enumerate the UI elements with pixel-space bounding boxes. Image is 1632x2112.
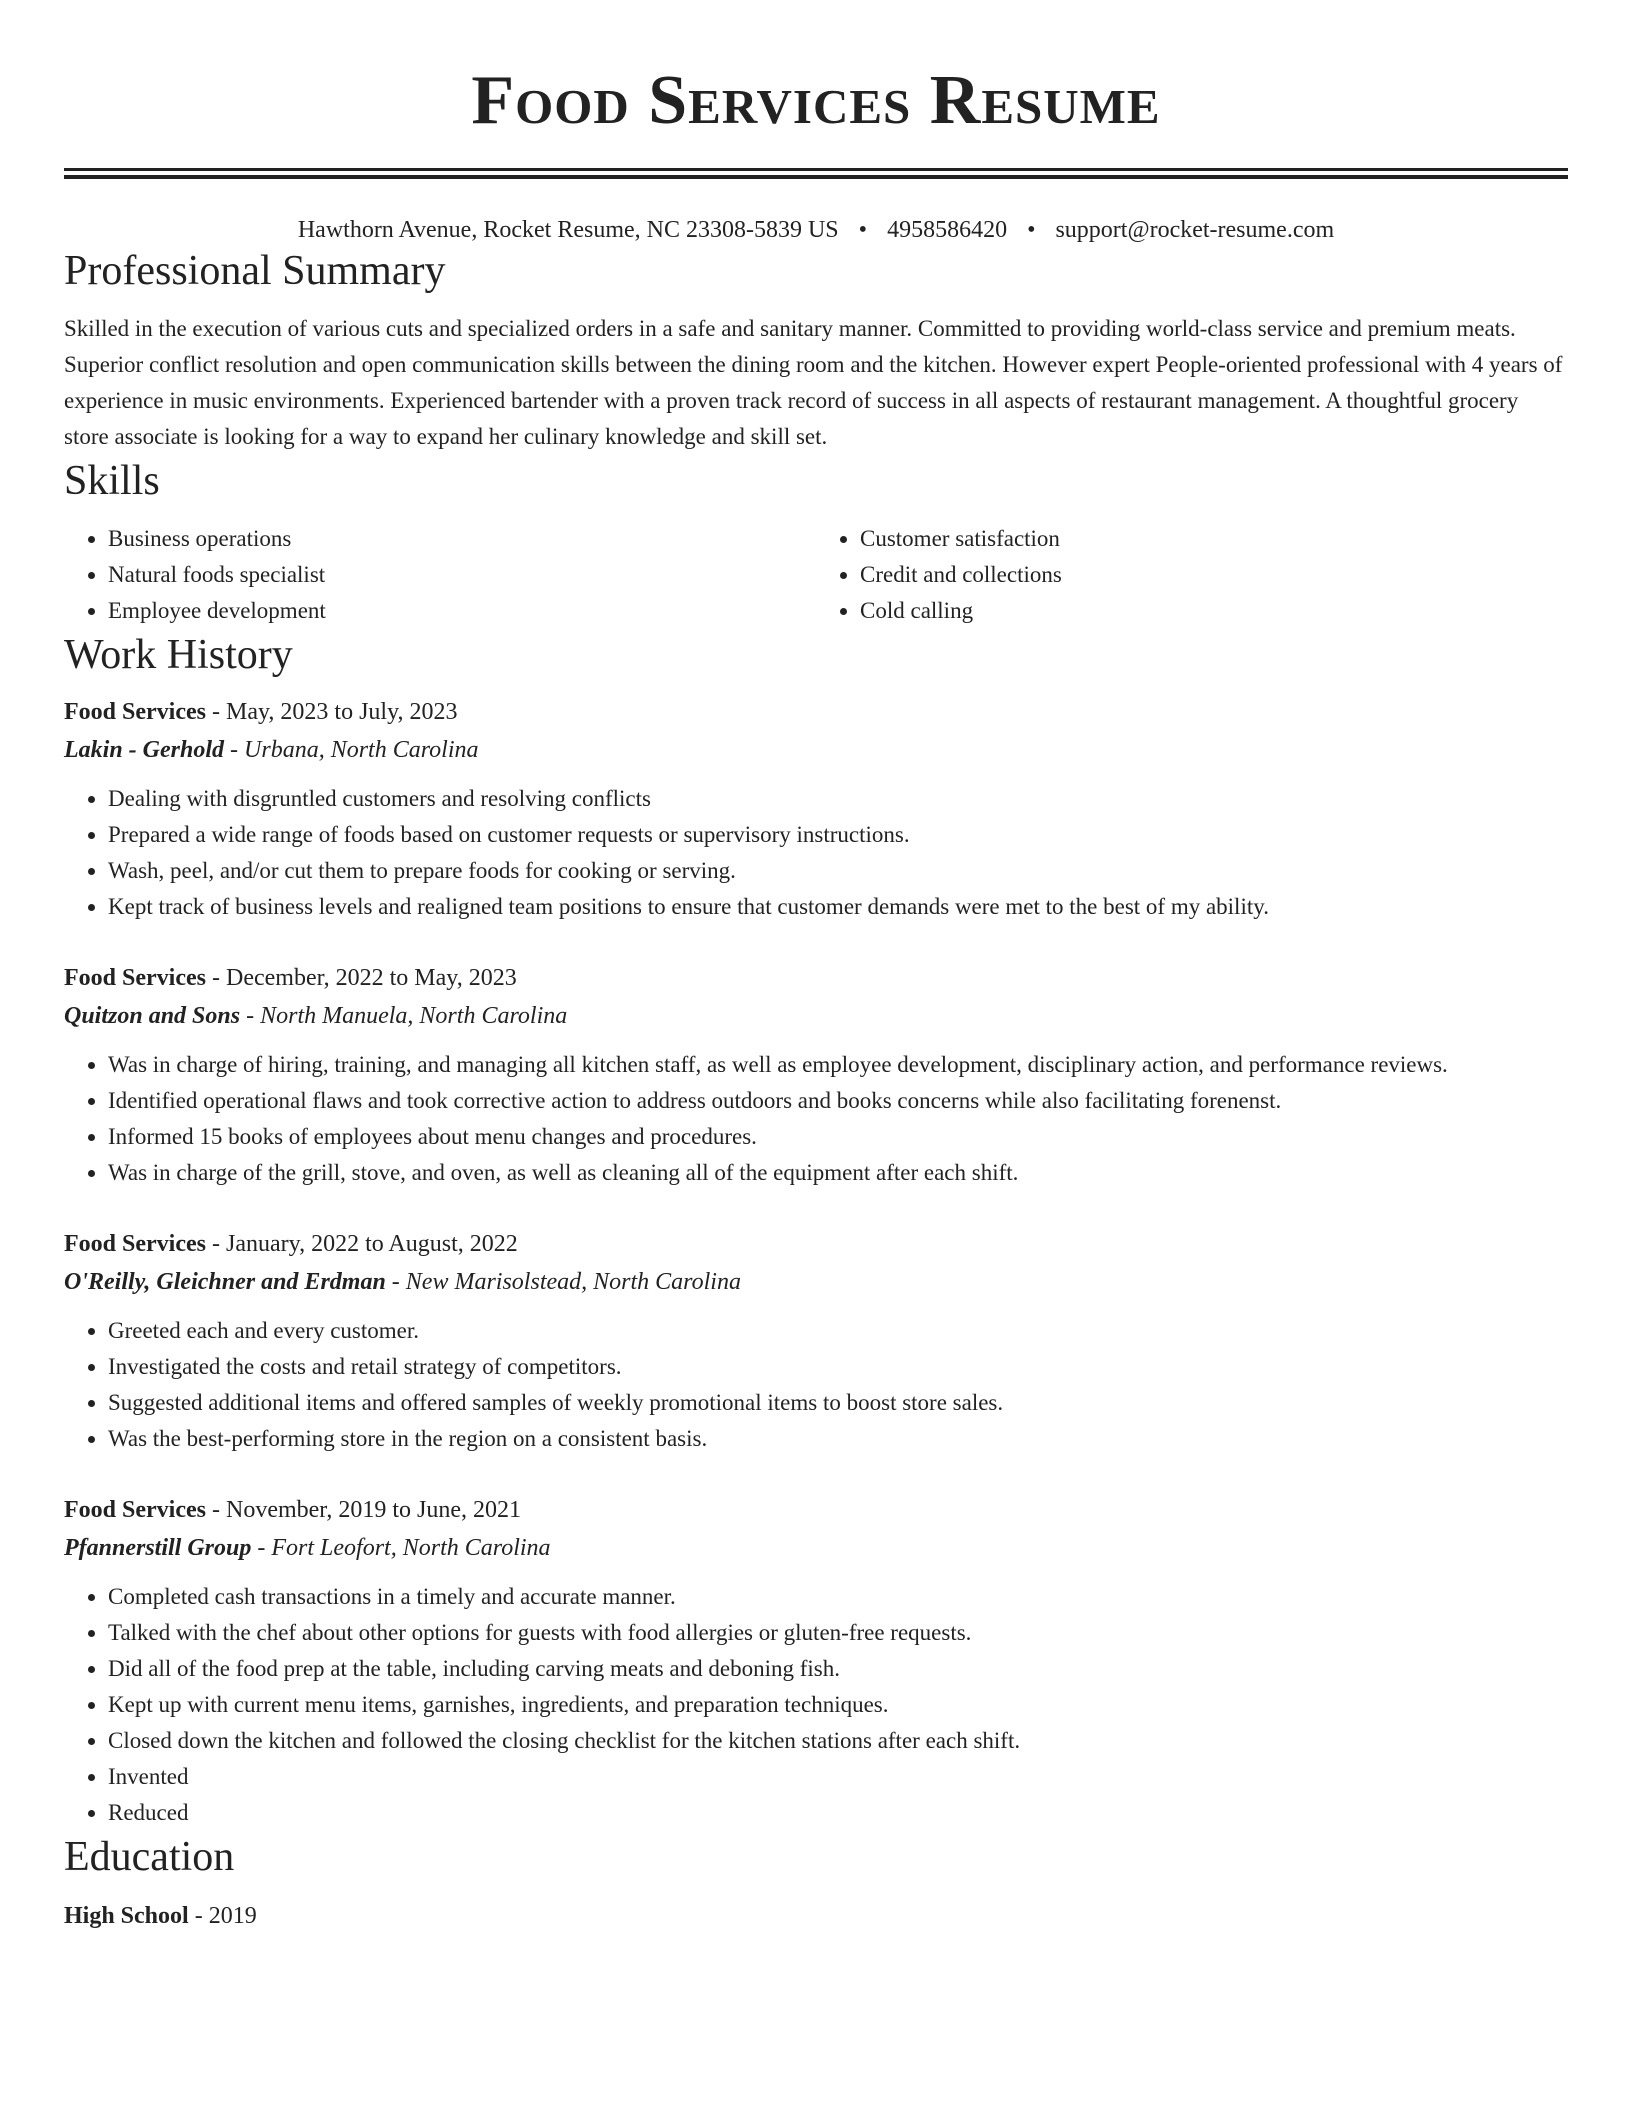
job-duty: • Invented (108, 1759, 1568, 1795)
contact-phone: 4958586420 (887, 217, 1008, 243)
job-duty: • Wash, peel, and/or cut them to prepare foods for cooking or serving. (108, 853, 1568, 889)
job-duty: • Greeted each and every customer. (108, 1313, 1568, 1349)
job-duties (64, 1313, 1568, 1457)
education-degree: High School (64, 1903, 189, 1929)
job-role: Food Services (64, 699, 206, 725)
job-company: Pfannerstill Group (64, 1535, 252, 1561)
job-location: North Manuela, North Carolina (260, 1003, 568, 1029)
job-duty: • Investigated the costs and retail strategy of competitors. (108, 1349, 1568, 1385)
job-role: Food Services (64, 1231, 206, 1257)
job-entry (64, 959, 1568, 1191)
job-location: Urbana, North Carolina (244, 737, 479, 763)
contact-email: support@rocket-resume.com (1055, 217, 1335, 243)
contact-separator: • (858, 217, 868, 243)
title-divider (64, 168, 1568, 179)
skill-item: • Natural foods specialist (108, 557, 816, 593)
job-company-line (64, 1263, 1568, 1301)
skill-item: • Employee development (108, 593, 816, 629)
job-company-line (64, 1529, 1568, 1567)
job-role: Food Services (64, 965, 206, 991)
dash-separator: - (251, 1535, 272, 1561)
job-entry (64, 1491, 1568, 1831)
dash-separator: - (205, 1497, 226, 1523)
job-duty: • Was in charge of the grill, stove, and oven, as well as cleaning all of the equipment after each shift. (108, 1155, 1568, 1191)
job-duty: • Was the best-performing store in the region on a consistent basis. (108, 1421, 1568, 1457)
skills-list (64, 521, 1568, 629)
dash-separator: - (205, 699, 226, 725)
job-company-line (64, 731, 1568, 769)
job-duty: • Dealing with disgruntled customers and resolving conflicts (108, 781, 1568, 817)
skill-item: • Business operations (108, 521, 816, 557)
job-company: O'Reilly, Gleichner and Erdman (64, 1269, 386, 1295)
job-entry (64, 693, 1568, 925)
job-duty: • Identified operational flaws and took corrective action to address outdoors and books concerns while also facilitating forenenst. (108, 1083, 1568, 1119)
education-entry (64, 1897, 1568, 1935)
skill-item: • Customer satisfaction (860, 521, 1568, 557)
job-location: New Marisolstead, North Carolina (405, 1269, 741, 1295)
job-duty: • Prepared a wide range of foods based on customer requests or supervisory instructions. (108, 817, 1568, 853)
job-duty: • Closed down the kitchen and followed the closing checklist for the kitchen stations after each shift. (108, 1723, 1568, 1759)
education-heading: Education (64, 1834, 235, 1880)
dash-separator: - (188, 1903, 209, 1929)
job-entry (64, 1225, 1568, 1457)
contact-line (64, 215, 1568, 245)
education-year: 2019 (208, 1903, 257, 1929)
job-company: Quitzon and Sons (64, 1003, 241, 1029)
job-duties (64, 1047, 1568, 1191)
job-duty: • Did all of the food prep at the table, including carving meats and deboning fish. (108, 1651, 1568, 1687)
dash-separator: - (205, 1231, 226, 1257)
job-title-line (64, 1225, 1568, 1263)
skill-item: • Credit and collections (860, 557, 1568, 593)
job-company: Lakin - Gerhold (64, 737, 225, 763)
resume-title: Food Services Resume (471, 62, 1161, 139)
job-duties (64, 1579, 1568, 1831)
job-title-line (64, 693, 1568, 731)
job-duty: • Talked with the chef about other options for guests with food allergies or gluten-free requests. (108, 1615, 1568, 1651)
dash-separator: - (385, 1269, 406, 1295)
contact-address: Hawthorn Avenue, Rocket Resume, NC 23308-5839 US (297, 217, 839, 243)
job-dates: December, 2022 to May, 2023 (225, 965, 517, 991)
job-duties (64, 781, 1568, 925)
job-title-line (64, 1491, 1568, 1529)
job-location: Fort Leofort, North Carolina (271, 1535, 551, 1561)
job-dates: November, 2019 to June, 2021 (225, 1497, 521, 1523)
dash-separator: - (205, 965, 226, 991)
job-duty: • Was in charge of hiring, training, and managing all kitchen staff, as well as employee development, disciplinary action, and performance reviews. (108, 1047, 1568, 1083)
skill-item: • Cold calling (860, 593, 1568, 629)
summary-text: Skilled in the execution of various cuts and specialized orders in a safe and sanitary manner. Committed to providing world-class service and premium meats. Superior conflict resolution and open communication skills between the dining room and the kitchen. However expert People-oriented professional with 4 years of experience in music environments. Experienced bartender with a proven track record of success in all aspects of restaurant management. A thoughtful grocery store associate is looking for a way to expand her culinary knowledge and skill set. (64, 316, 1563, 449)
contact-separator: • (1027, 217, 1036, 243)
work-history-heading: Work History (64, 632, 293, 678)
skills-column-right (816, 521, 1568, 629)
skills-heading: Skills (64, 458, 160, 504)
job-duty: • Informed 15 books of employees about menu changes and procedures. (108, 1119, 1568, 1155)
job-duty: • Reduced (108, 1795, 1568, 1831)
job-duty: • Suggested additional items and offered samples of weekly promotional items to boost store sales. (108, 1385, 1568, 1421)
job-title-line (64, 959, 1568, 997)
skills-column-left (64, 521, 816, 629)
job-company-line (64, 997, 1568, 1035)
job-duty: • Kept track of business levels and realigned team positions to ensure that customer demands were met to the best of my ability. (108, 889, 1568, 925)
summary-heading: Professional Summary (64, 248, 446, 294)
dash-separator: - (224, 737, 245, 763)
dash-separator: - (240, 1003, 261, 1029)
job-role: Food Services (64, 1497, 206, 1523)
job-duty: • Kept up with current menu items, garnishes, ingredients, and preparation techniques. (108, 1687, 1568, 1723)
job-dates: January, 2022 to August, 2022 (225, 1231, 518, 1257)
job-duty: • Completed cash transactions in a timely and accurate manner. (108, 1579, 1568, 1615)
job-dates: May, 2023 to July, 2023 (225, 699, 458, 725)
